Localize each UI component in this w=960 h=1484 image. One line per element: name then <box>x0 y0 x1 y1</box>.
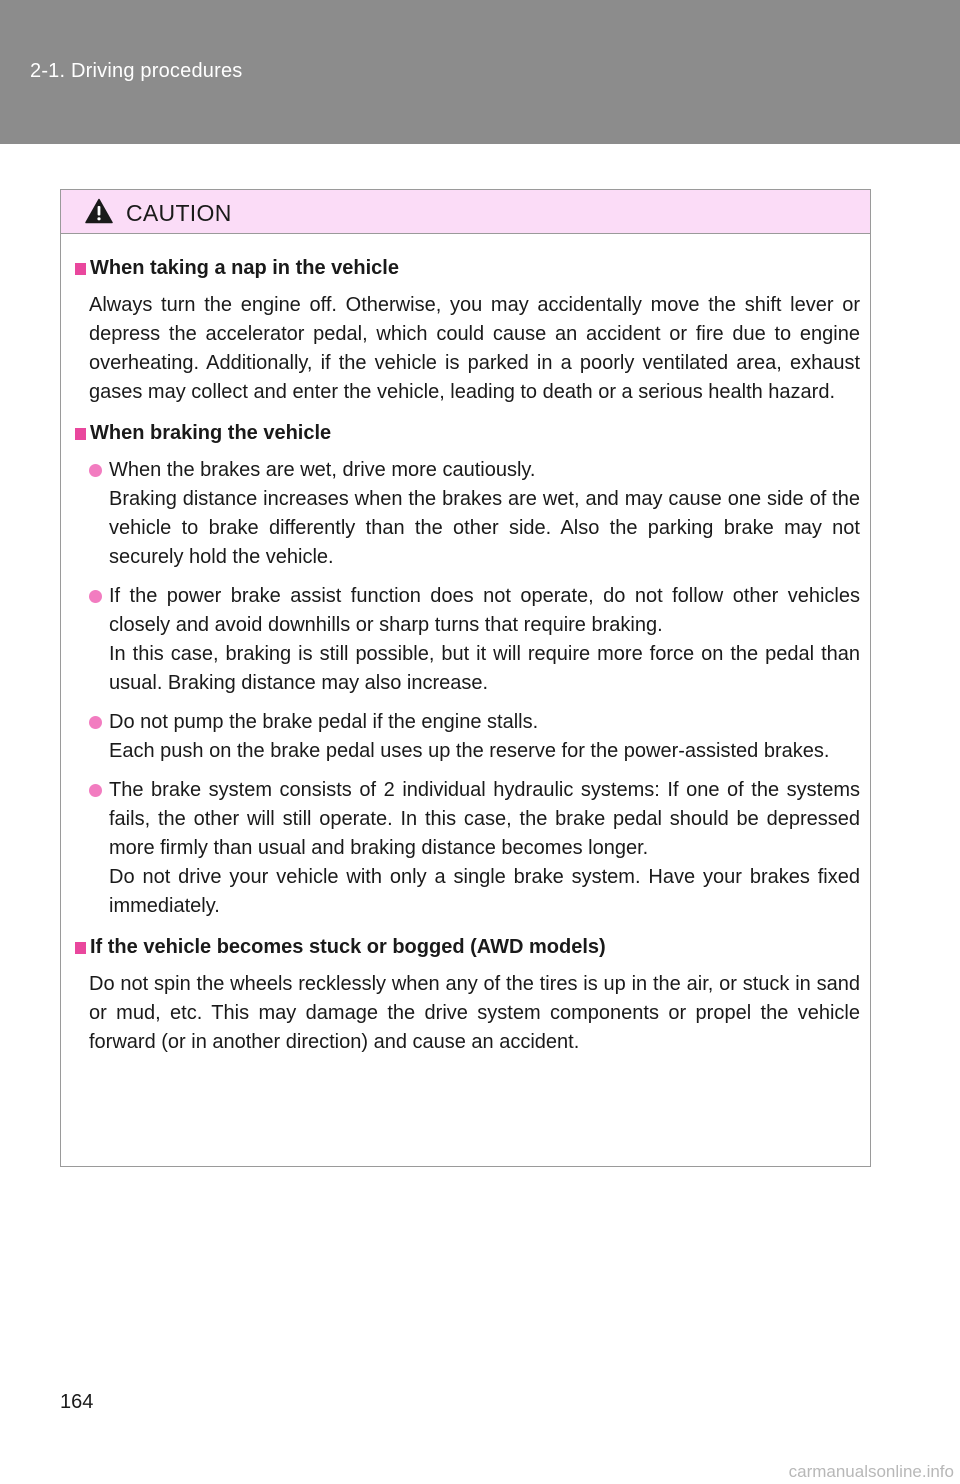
caution-header <box>61 190 870 234</box>
watermark: carmanualsonline.info <box>788 1462 954 1481</box>
section-paragraph: Always turn the engine off. Otherwise, you may accidentally move the shift lever or depress the accelerator pedal, which could cause an accident or fire due to engine overheating. Additionally, if the vehicle is parked in a poorly ventilated area, exhaust gases may collect and enter the vehicle, leading to death or a serious health hazard. <box>89 294 860 403</box>
bullet-item <box>109 582 860 698</box>
section-paragraph: Do not spin the wheels recklessly when any of the tires is up in the air, or stuck in sand or mud, etc. This may damage the drive system components or propel the vehicle forward (or in another direction) and cause an accident. <box>89 973 860 1053</box>
caution-body <box>61 234 870 1057</box>
square-bullet-icon <box>75 942 86 954</box>
round-bullet-icon <box>89 784 102 797</box>
header-band <box>0 0 960 144</box>
round-bullet-icon <box>89 716 102 729</box>
section-heading <box>75 419 860 448</box>
section-heading-text: If the vehicle becomes stuck or bogged (AWD models) <box>90 936 606 958</box>
caution-label: CAUTION <box>126 200 232 226</box>
bullet-item <box>109 776 860 921</box>
square-bullet-icon <box>75 428 86 440</box>
bullet-line: In this case, braking is still possible, but it will require more force on the pedal than usual. Braking distance may also increase. <box>109 643 860 694</box>
bullet-line: If the power brake assist function does not operate, do not follow other vehicles closely and avoid downhills or sharp turns that require braking. <box>109 585 860 636</box>
caution-box <box>60 189 871 1167</box>
bullet-line: Do not drive your vehicle with only a single brake system. Have your brakes fixed immediately. <box>109 866 860 917</box>
round-bullet-icon <box>89 464 102 477</box>
round-bullet-icon <box>89 590 102 603</box>
square-bullet-icon <box>75 263 86 275</box>
bullet-item <box>109 456 860 572</box>
bullet-item <box>109 708 860 766</box>
section-nap <box>75 254 860 407</box>
bullet-line: When the brakes are wet, drive more cautiously. <box>109 459 536 481</box>
warning-triangle-icon <box>85 198 113 224</box>
page-number: 164 <box>60 1391 94 1413</box>
section-heading <box>75 933 860 962</box>
section-braking <box>75 419 860 921</box>
bullet-line: Braking distance increases when the brakes are wet, and may cause one side of the vehicle to brake differently than the other side. Also the parking brake may not securely hold the vehicle. <box>109 488 860 568</box>
bullet-line: Do not pump the brake pedal if the engine stalls. <box>109 711 539 733</box>
section-stuck <box>75 933 860 1057</box>
section-title: 2-1. Driving procedures <box>30 60 243 82</box>
section-heading-text: When braking the vehicle <box>90 422 332 444</box>
section-heading-text: When taking a nap in the vehicle <box>90 257 399 279</box>
bullet-line: Each push on the brake pedal uses up the reserve for the power-assisted brakes. <box>109 740 830 762</box>
bullet-line: The brake system consists of 2 individual hydraulic systems: If one of the systems fails, the other will still operate. In this case, the brake pedal should be depressed more firmly than usual and braking distance becomes longer. <box>109 779 860 859</box>
section-heading <box>75 254 860 283</box>
